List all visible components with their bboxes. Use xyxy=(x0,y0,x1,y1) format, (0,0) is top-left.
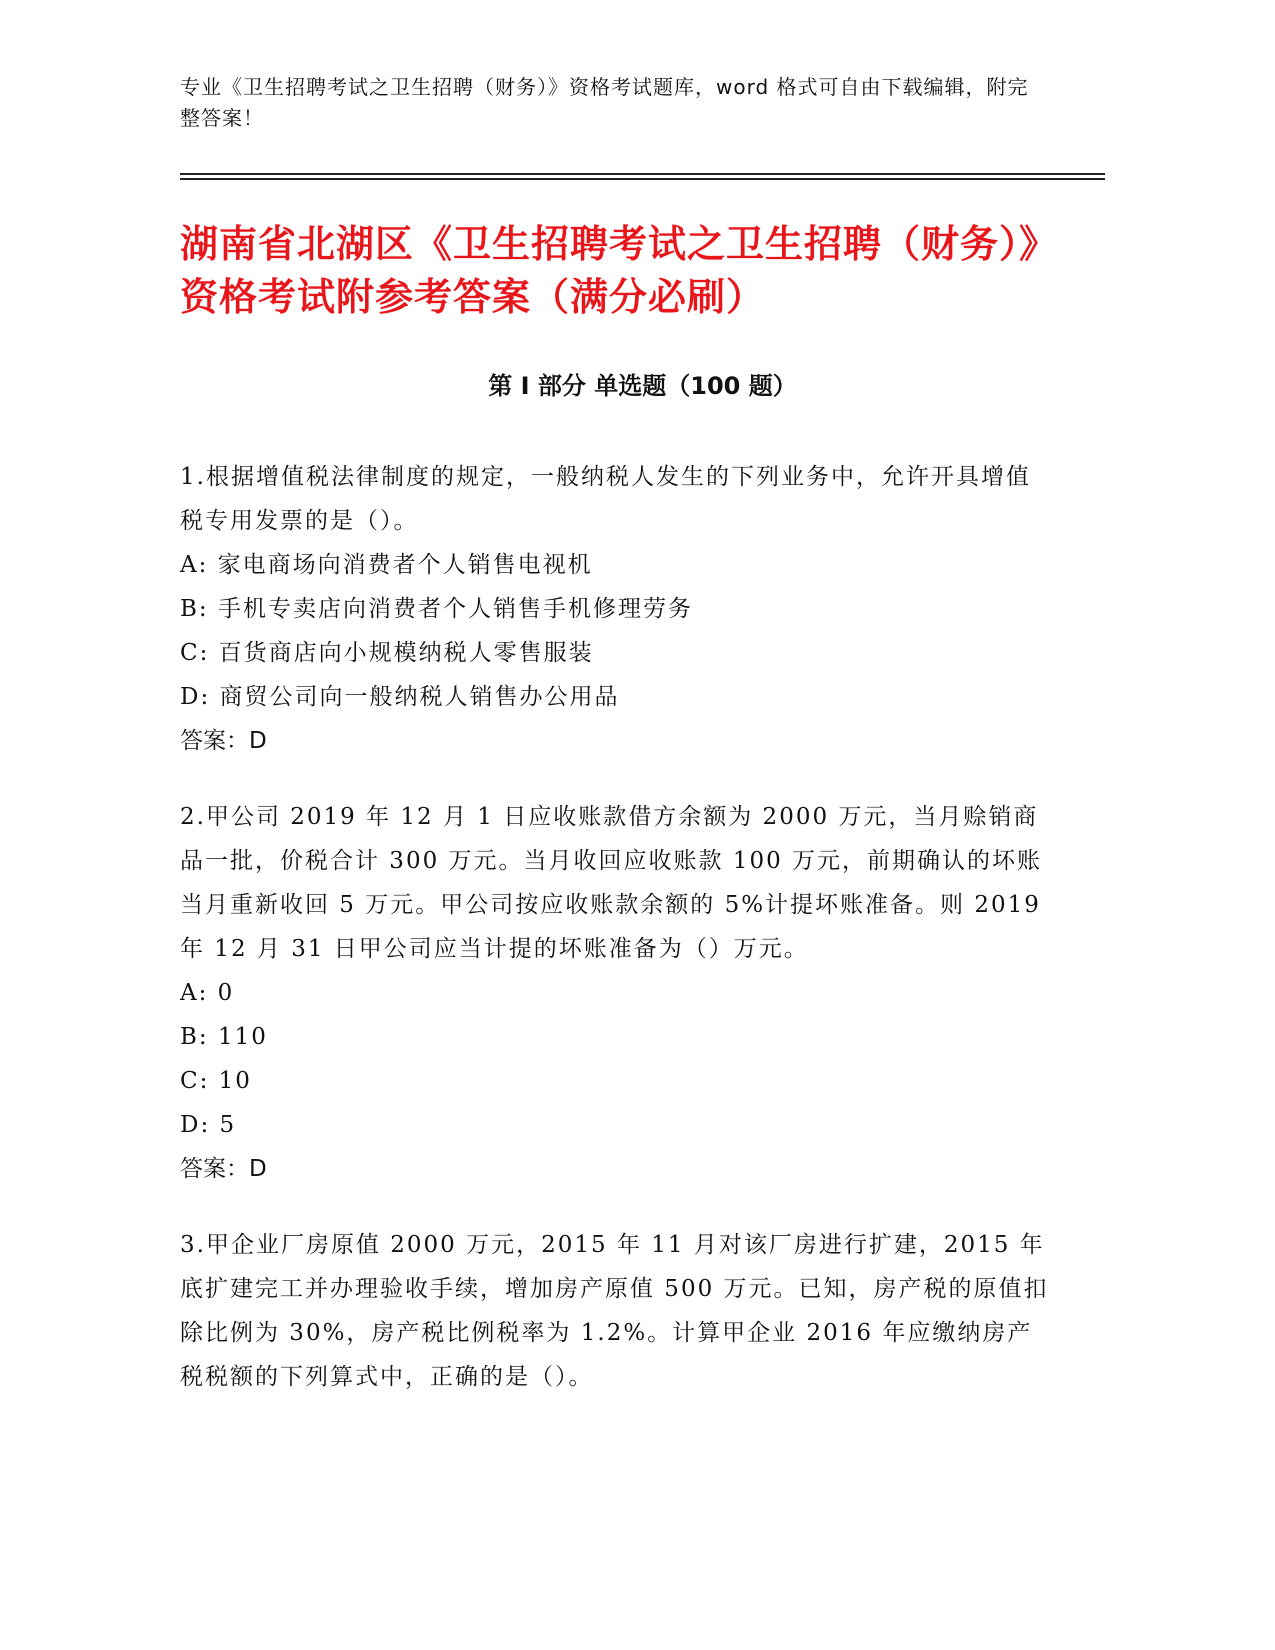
question-stem: 1.根据增值税法律制度的规定，一般纳税人发生的下列业务中，允许开具增值税专用发票的是（）。 xyxy=(180,464,1031,534)
question-stem: 2.甲公司 2019 年 12 月 1 日应收账款借方余额为 2000 万元，当月赊销商品一批，价税合计 300 万元。当月收回应收账款 100 万元，前期确认的坏账当月重新收回 5 万元。甲公司按应收账款余额的 5%计提坏账准备。则 2019 年 12 月 31 日甲公司应当计提的坏账准备为（）万元。 xyxy=(180,804,1043,962)
option-b: B: 手机专卖店向消费者个人销售手机修理劳务 xyxy=(180,596,693,622)
option-c: C: 10 xyxy=(180,1068,252,1094)
question-1 xyxy=(180,455,1050,763)
section-heading: 第 I 部分 单选题（100 题） xyxy=(488,372,797,400)
answer: 答案：D xyxy=(180,1156,267,1182)
question-stem: 3.甲企业厂房原值 2000 万元，2015 年 11 月对该厂房进行扩建，2015 年底扩建完工并办理验收手续，增加房产原值 500 万元。已知，房产税的原值扣除比例为 30%，房产税比例税率为 1.2%。计算甲企业 2016 年应缴纳房产税税额的下列算式中，正确的是（）。 xyxy=(180,1232,1049,1390)
option-b: B: 110 xyxy=(180,1024,268,1050)
document-title: 湖南省北湖区《卫生招聘考试之卫生招聘（财务）》资格考试附参考答案（满分必刷） xyxy=(180,222,1059,319)
question-3 xyxy=(180,1223,1050,1399)
option-a: A: 0 xyxy=(180,980,235,1006)
option-c: C: 百货商店向小规模纳税人零售服装 xyxy=(180,640,594,666)
header-divider-bottom xyxy=(180,178,1105,180)
header-note: 专业《卫生招聘考试之卫生招聘（财务）》资格考试题库，word 格式可自由下载编辑，附完整答案！ xyxy=(180,75,1029,130)
question-2 xyxy=(180,795,1050,1191)
option-d: D: 5 xyxy=(180,1112,237,1138)
option-a: A: 家电商场向消费者个人销售电视机 xyxy=(180,552,593,578)
option-d: D: 商贸公司向一般纳税人销售办公用品 xyxy=(180,684,620,710)
header-divider-top xyxy=(180,173,1105,175)
answer: 答案：D xyxy=(180,728,267,754)
question-list xyxy=(180,455,1050,1431)
